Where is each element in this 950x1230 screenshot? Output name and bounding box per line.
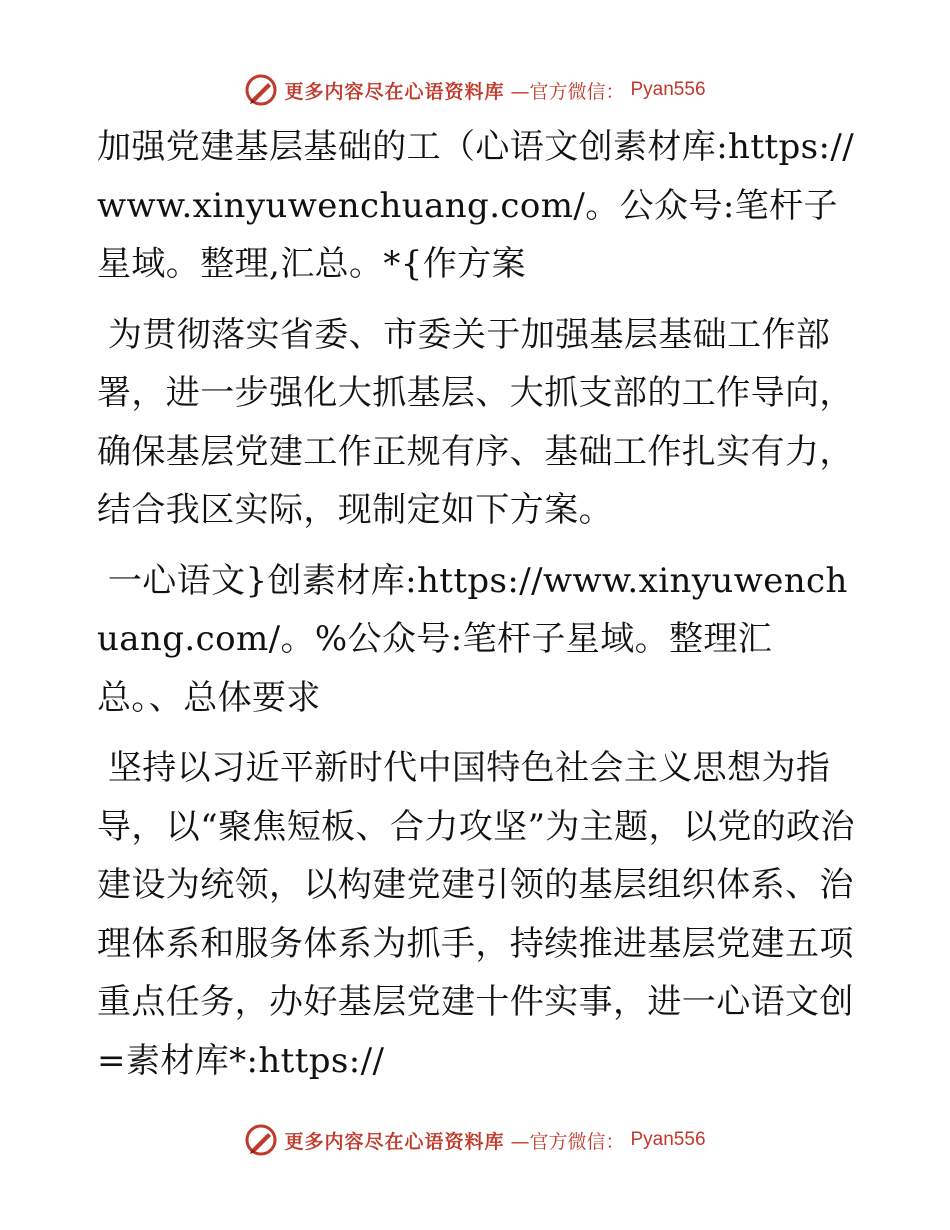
paragraph-requirements: 坚持以习近平新时代中国特色社会主义思想为指导，以“聚焦短板、合力攻坚”为主题，以党的政治建设为统领，以构建党建引领的基层组织体系、治理体系和服务体系为抓手，持续推进基层党建五项重点任务，办好基层党建十件实事，进一心语文创=素材库*:https:// xyxy=(97,748,855,1081)
watermark-main-text: 更多内容尽在心语资料库 xyxy=(284,80,505,103)
pen-logo-icon xyxy=(244,1123,278,1157)
pen-logo-icon xyxy=(244,73,278,107)
watermark-sub-text: —官方微信： xyxy=(510,80,625,103)
paragraph-section-heading: 一心语文}创素材库:https://www.xinyuwenchuang.com/。%公众号:笔杆子星域。整理汇总。、总体要求 xyxy=(97,560,848,718)
paragraph-intro: 为贯彻落实省委、市委关于加强基层基础工作部署，进一步强化大抓基层、大抓支部的工作导向，确保基层党建工作正规有序、基础工作扎实有力，结合我区实际，现制定如下方案。 xyxy=(97,314,854,530)
paragraph-title: 加强党建基层基础的工（心语文创素材库:https://www.xinyuwenchuang.com/。公众号:笔杆子星域。整理,汇总。*{作方案 xyxy=(97,127,855,284)
watermark-main-text: 更多内容尽在心语资料库 xyxy=(284,1130,505,1153)
watermark-wechat-id: Pyan556 xyxy=(630,79,706,100)
footer-watermark xyxy=(0,1120,950,1160)
watermark-wechat-id: Pyan556 xyxy=(630,1129,706,1150)
document-body xyxy=(97,118,857,1102)
header-watermark xyxy=(0,70,950,110)
watermark-sub-text: —官方微信： xyxy=(510,1130,625,1153)
